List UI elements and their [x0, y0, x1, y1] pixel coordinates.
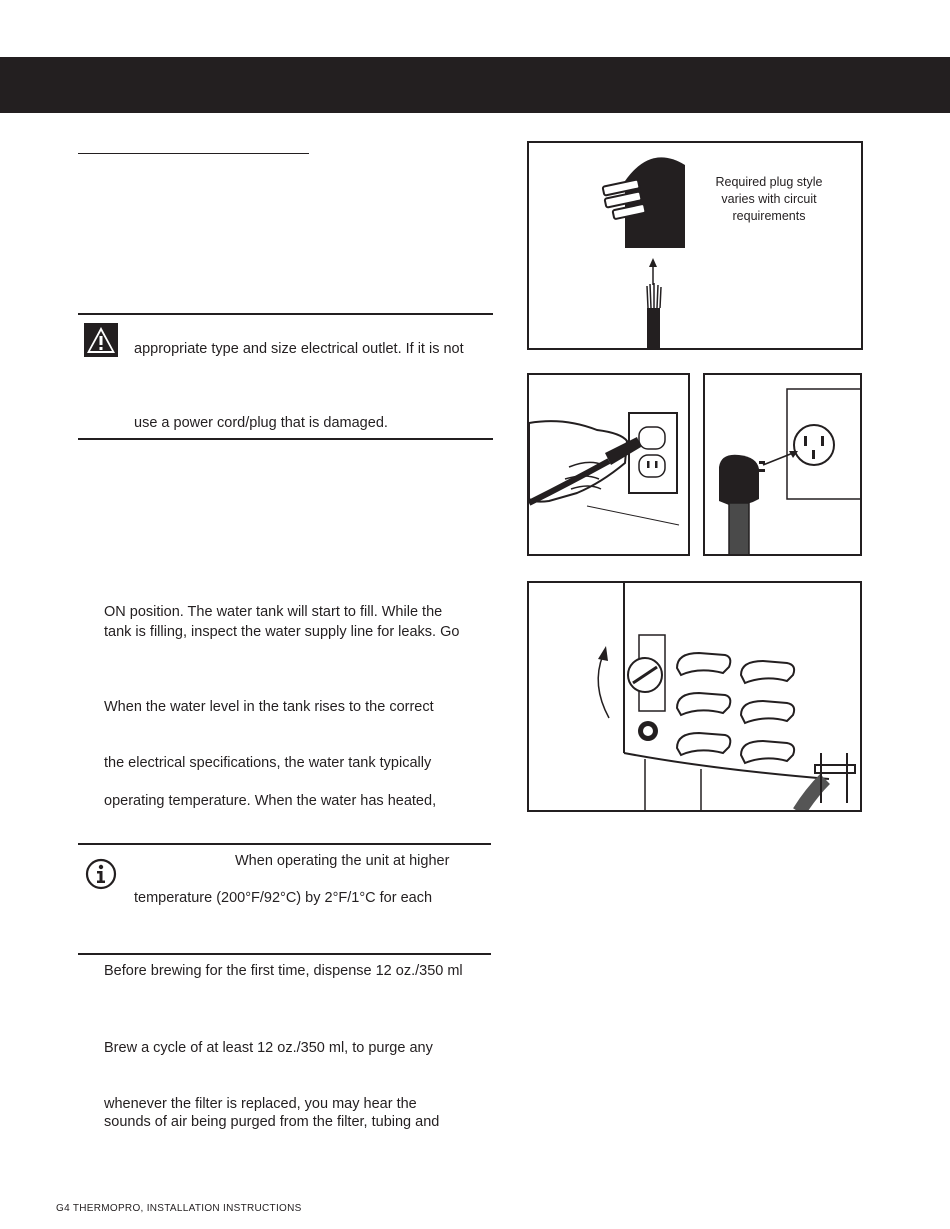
brew-line-3: whenever the filter is replaced, you may hear the — [104, 1096, 417, 1112]
plug-caption-line-1: Required plug style — [715, 175, 823, 189]
plug-caption — [699, 174, 839, 225]
brew-line-4: sounds of air being purged from the filter, tubing and — [104, 1114, 440, 1130]
plug-figure — [527, 141, 863, 350]
plug-outlet-illustration — [705, 375, 860, 556]
brew-line-2: Brew a cycle of at least 12 oz./350 ml, to purge any — [104, 1040, 433, 1056]
hand-plug-illustration — [529, 375, 690, 556]
fill-line-1: ON position. The water tank will start to fill. While the — [104, 604, 443, 620]
info-icon — [85, 858, 117, 890]
rear-panel-figure — [527, 581, 862, 812]
note-bottom-rule — [78, 953, 491, 955]
footer-text: G4 THERMOPRO, INSTALLATION INSTRUCTIONS — [56, 1203, 302, 1214]
warning-top-rule — [78, 313, 493, 315]
hand-outlet-figure — [527, 373, 690, 556]
fill-line-3: When the water level in the tank rises to the correct — [104, 699, 434, 715]
fill-line-2: tank is filling, inspect the water supply line for leaks. Go — [104, 624, 460, 640]
warning-bottom-rule — [78, 438, 493, 440]
rear-panel-illustration — [529, 583, 862, 812]
note-top-rule — [78, 843, 491, 845]
warning-line-1: appropriate type and size electrical outlet. If it is not — [134, 341, 464, 357]
fill-line-4: the electrical specifications, the water tank typically — [104, 755, 432, 771]
plug-caption-line-3: requirements — [732, 209, 806, 223]
note-line-2: temperature (200°F/92°C) by 2°F/1°C for each — [134, 890, 433, 906]
plug-caption-line-2: varies with circuit — [721, 192, 817, 206]
warning-line-2: use a power cord/plug that is damaged. — [134, 415, 388, 431]
section-underline — [78, 153, 309, 154]
header-bar — [0, 57, 950, 113]
warning-triangle-icon — [84, 323, 118, 357]
brew-line-1: Before brewing for the first time, dispense 12 oz./350 ml — [104, 963, 463, 979]
plug-outlet-figure — [703, 373, 862, 556]
note-line-1: When operating the unit at higher — [235, 853, 450, 869]
fill-line-5: operating temperature. When the water has heated, — [104, 793, 437, 809]
